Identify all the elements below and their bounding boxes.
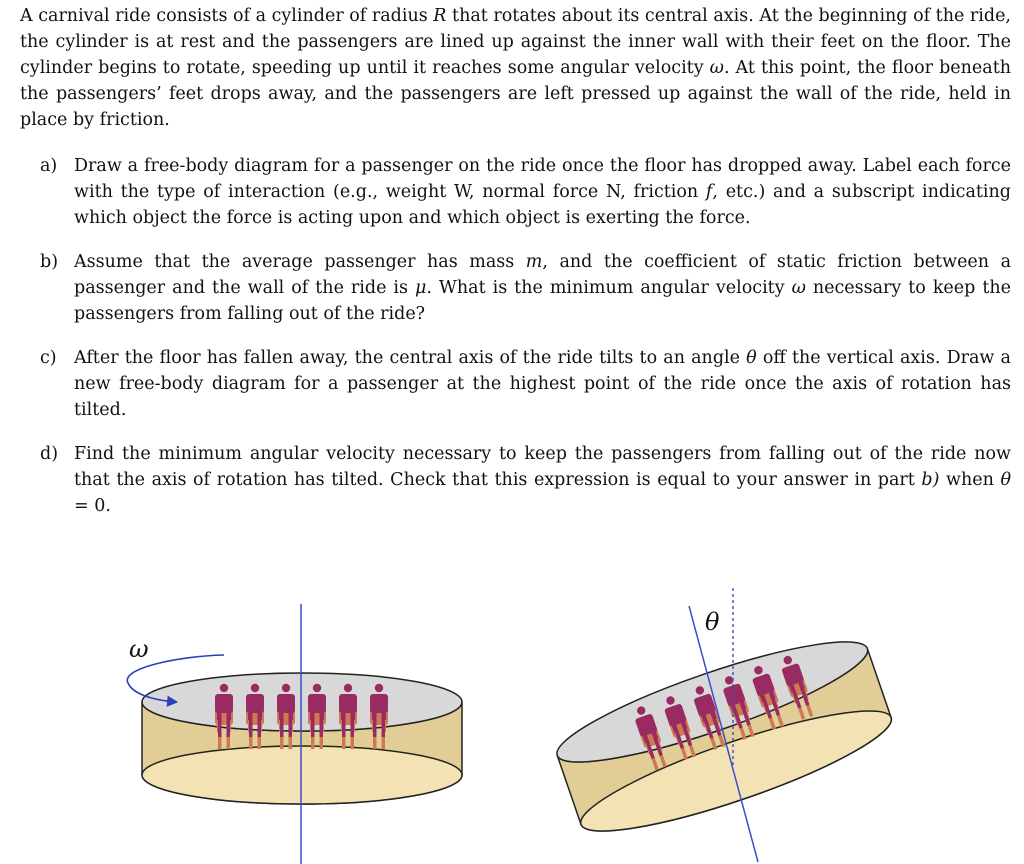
problem-intro: A carnival ride consists of a cylinder of radius R that rotates about its central axis. At the beginning of the ride, the cylinder is at rest and the passengers are lined up against the inner wall with their feet on the floor. The cylinder begins to rotate, speeding up until it reaches some angular velocity ω. At this point, the floor beneath the passengers’ feet drops away, and the passengers are left pressed up against the wall of the ride, held in place by friction. (20, 6, 1012, 130)
part-b-label: b) (40, 252, 59, 272)
part-a-label: a) (40, 156, 58, 176)
part-c-text: After the floor has fallen away, the central axis of the ride tilts to an angle θ off the vertical axis. Draw a new free-body diagram for a passenger at the highest point of the ride once the axis of rotation has tilted. (74, 348, 1011, 420)
part-a (40, 153, 1011, 231)
upright-ride-top-opening (142, 673, 462, 731)
upright-ride-base-front (142, 746, 462, 804)
part-c-label: c) (40, 348, 57, 368)
theta-label: θ (705, 608, 720, 636)
omega-symbol: ω (709, 58, 724, 78)
part-b (40, 249, 1011, 327)
part-b-text: Assume that the average passenger has mass m, and the coefficient of static friction between a passenger and the wall of the ride is μ. What is the minimum angular velocity ω necessary to keep the passengers from falling out of the ride? (74, 252, 1012, 324)
carnival-ride-figure (0, 570, 1024, 864)
part-d-text: Find the minimum angular velocity necessary to keep the passengers from falling out of the ride now that the axis of rotation has tilted. Check that this expression is equal to your answer in part b) when θ = 0. (74, 444, 1011, 516)
upright-ride (127, 604, 462, 864)
radius-symbol: R (433, 6, 447, 26)
part-c (40, 345, 1011, 423)
part-a-text: Draw a free-body diagram for a passenger on the ride once the floor has dropped away. Label each force with the type of interaction (e.g., weight W, normal force N, friction f, etc.) and a subscript indicating which object the force is acting upon and which object is exerting the force. (74, 156, 1012, 228)
part-d (40, 441, 1011, 519)
part-d-label: d) (40, 444, 59, 464)
omega-label: ω (129, 635, 149, 663)
